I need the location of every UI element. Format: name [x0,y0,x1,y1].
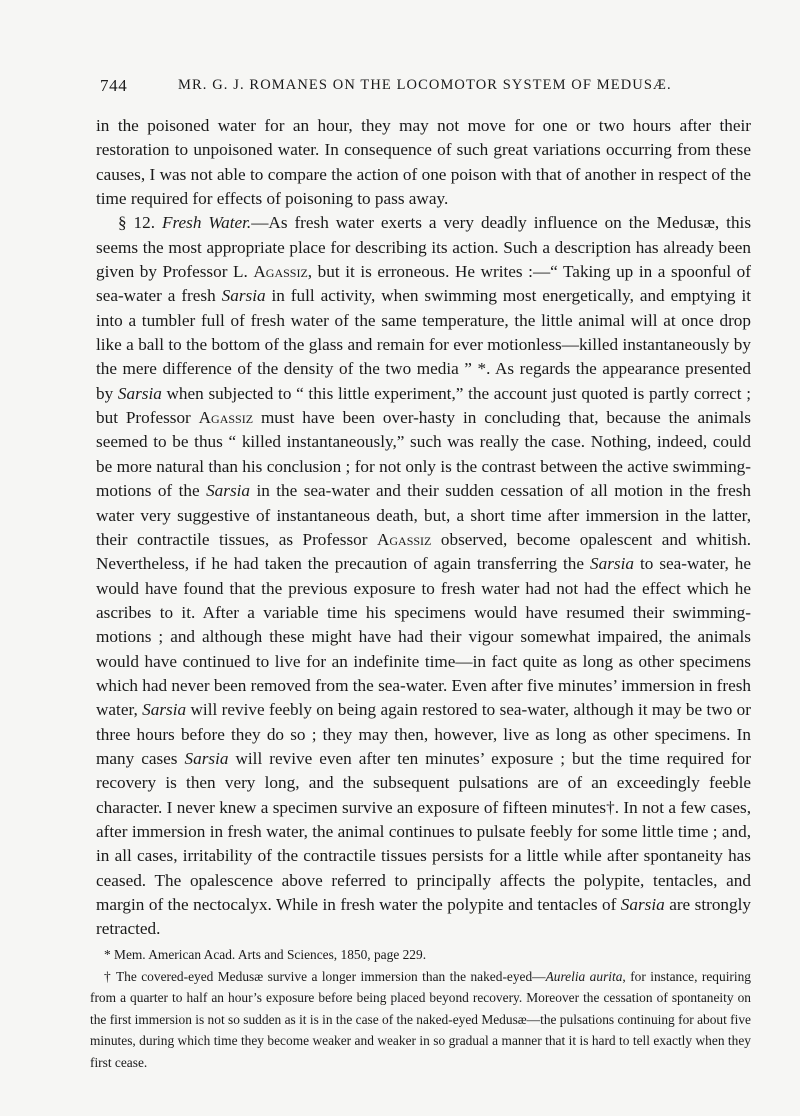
paragraph-1: in the poisoned water for an hour, they may not move for one or two hours after their restoration to unpoisoned water. In consequence of such great variations occurring from these causes, I was not able to compare the action of one poison with that of another in respect of the time required for effects of poisoning to pass away. [96,116,751,209]
footnotes [90,944,751,1074]
body-text [96,114,751,942]
footnote-1: * Mem. American Acad. Arts and Sciences, 1850, page 229. [104,947,427,962]
genus-name: Sarsia [142,700,187,720]
genus-name: Sarsia [184,748,229,768]
page-number: 744 [100,76,128,95]
genus-name: Sarsia [117,383,162,403]
genus-name: Sarsia [620,895,665,914]
author-name: Agassiz [376,529,432,549]
genus-name: Sarsia [221,286,266,306]
section-number: § 12. [118,213,156,233]
footnote-2: † The covered-eyed Medusæ survive a longer immersion than the naked-eyed—Aurelia aurita, for instance, requiring from a quarter to half an hour’s exposure before being placed beyond recovery. Moreover the cessation of spontaneity on the first immersion is not so sudden as it is in the case of the naked-eyed Medusæ—the pulsations continuing for about five minutes, during which time they become weaker and weaker in so gradual a manner that it is hard to tell exactly when they first cease. [90,968,751,1070]
page-header [100,76,750,100]
species-name: Aurelia aurita [545,968,623,984]
running-title: MR. G. J. ROMANES ON THE LOCOMOTOR SYSTEM OF MEDUSÆ. [178,77,672,93]
genus-name: Sarsia [590,554,634,574]
section-heading: Fresh Water. [161,213,252,233]
genus-name: Sarsia [206,481,250,501]
author-name: Agassiz [253,262,308,282]
paragraph-2: § 12. Fresh Water.—As fresh water exerts a very deadly influence on the Medusæ, this seems the most appropriate place for describing its action. Such a description has already been given by Professor L. Agassiz, but it is erroneous. He writes :—“ Taking up in a spoonful of sea-water a fresh Sarsia in full activity, when swimming most energetically, and emptying it into a tumbler full of fresh water of the same temperature, the little animal will at once drop like a ball to the bottom of the glass and remain for ever motionless—killed instantaneously by the mere difference of the density of the two media ” *. As regards the appearance presented by Sarsia when subjected to “ this little experiment,” the account just quoted is partly correct ; but Professor Agassiz must have been over-hasty in concluding that, because the animals seemed to be thus “ killed instantaneously,” such was really the case. Nothing, indeed, could be more natural than his conclusion ; for not only is the contrast between the active swimming-motions of the Sarsia in the sea-water and their sudden cessation of all motion in the fresh water very suggestive of instantaneous death, but, a short time after immersion in the latter, their contractile tissues, as Professor Agassiz observed, become opalescent and whitish. Nevertheless, if he had taken the precaution of again transferring the Sarsia to sea-water, he would have found that the previous exposure to fresh water had not had the effect which he ascribes to it. After a variable time his specimens would have resumed their swimming-motions ; and although these might have had their vigour somewhat impaired, the animals would have continued to live for an indefinite time—in fact quite as long as other specimens which had never been removed from the sea-water. Even after five minutes’ immersion in fresh water, Sarsia will revive feebly on being again restored to sea-water, although it may be two or three hours before they do so ; they may then, however, live as long as other specimens. In many cases Sarsia will revive even after ten minutes’ exposure ; but the time required for recovery is then very long, and the subsequent pulsations are of an exceedingly feeble character. I never knew a specimen survive an exposure of fifteen minutes†. In not a few cases, after immersion in fresh water, the animal continues to pulsate feebly for some little time ; and, in all cases, irritability of the contractile tissues persists for a little while after spontaneity has ceased. The opalescence above referred to principally affects the polypite, tentacles, and margin of the nectocalyx. While in fresh water the polypite and tentacles of Sarsia are strongly retracted. [96,213,752,939]
author-name: Agassiz [198,408,254,428]
